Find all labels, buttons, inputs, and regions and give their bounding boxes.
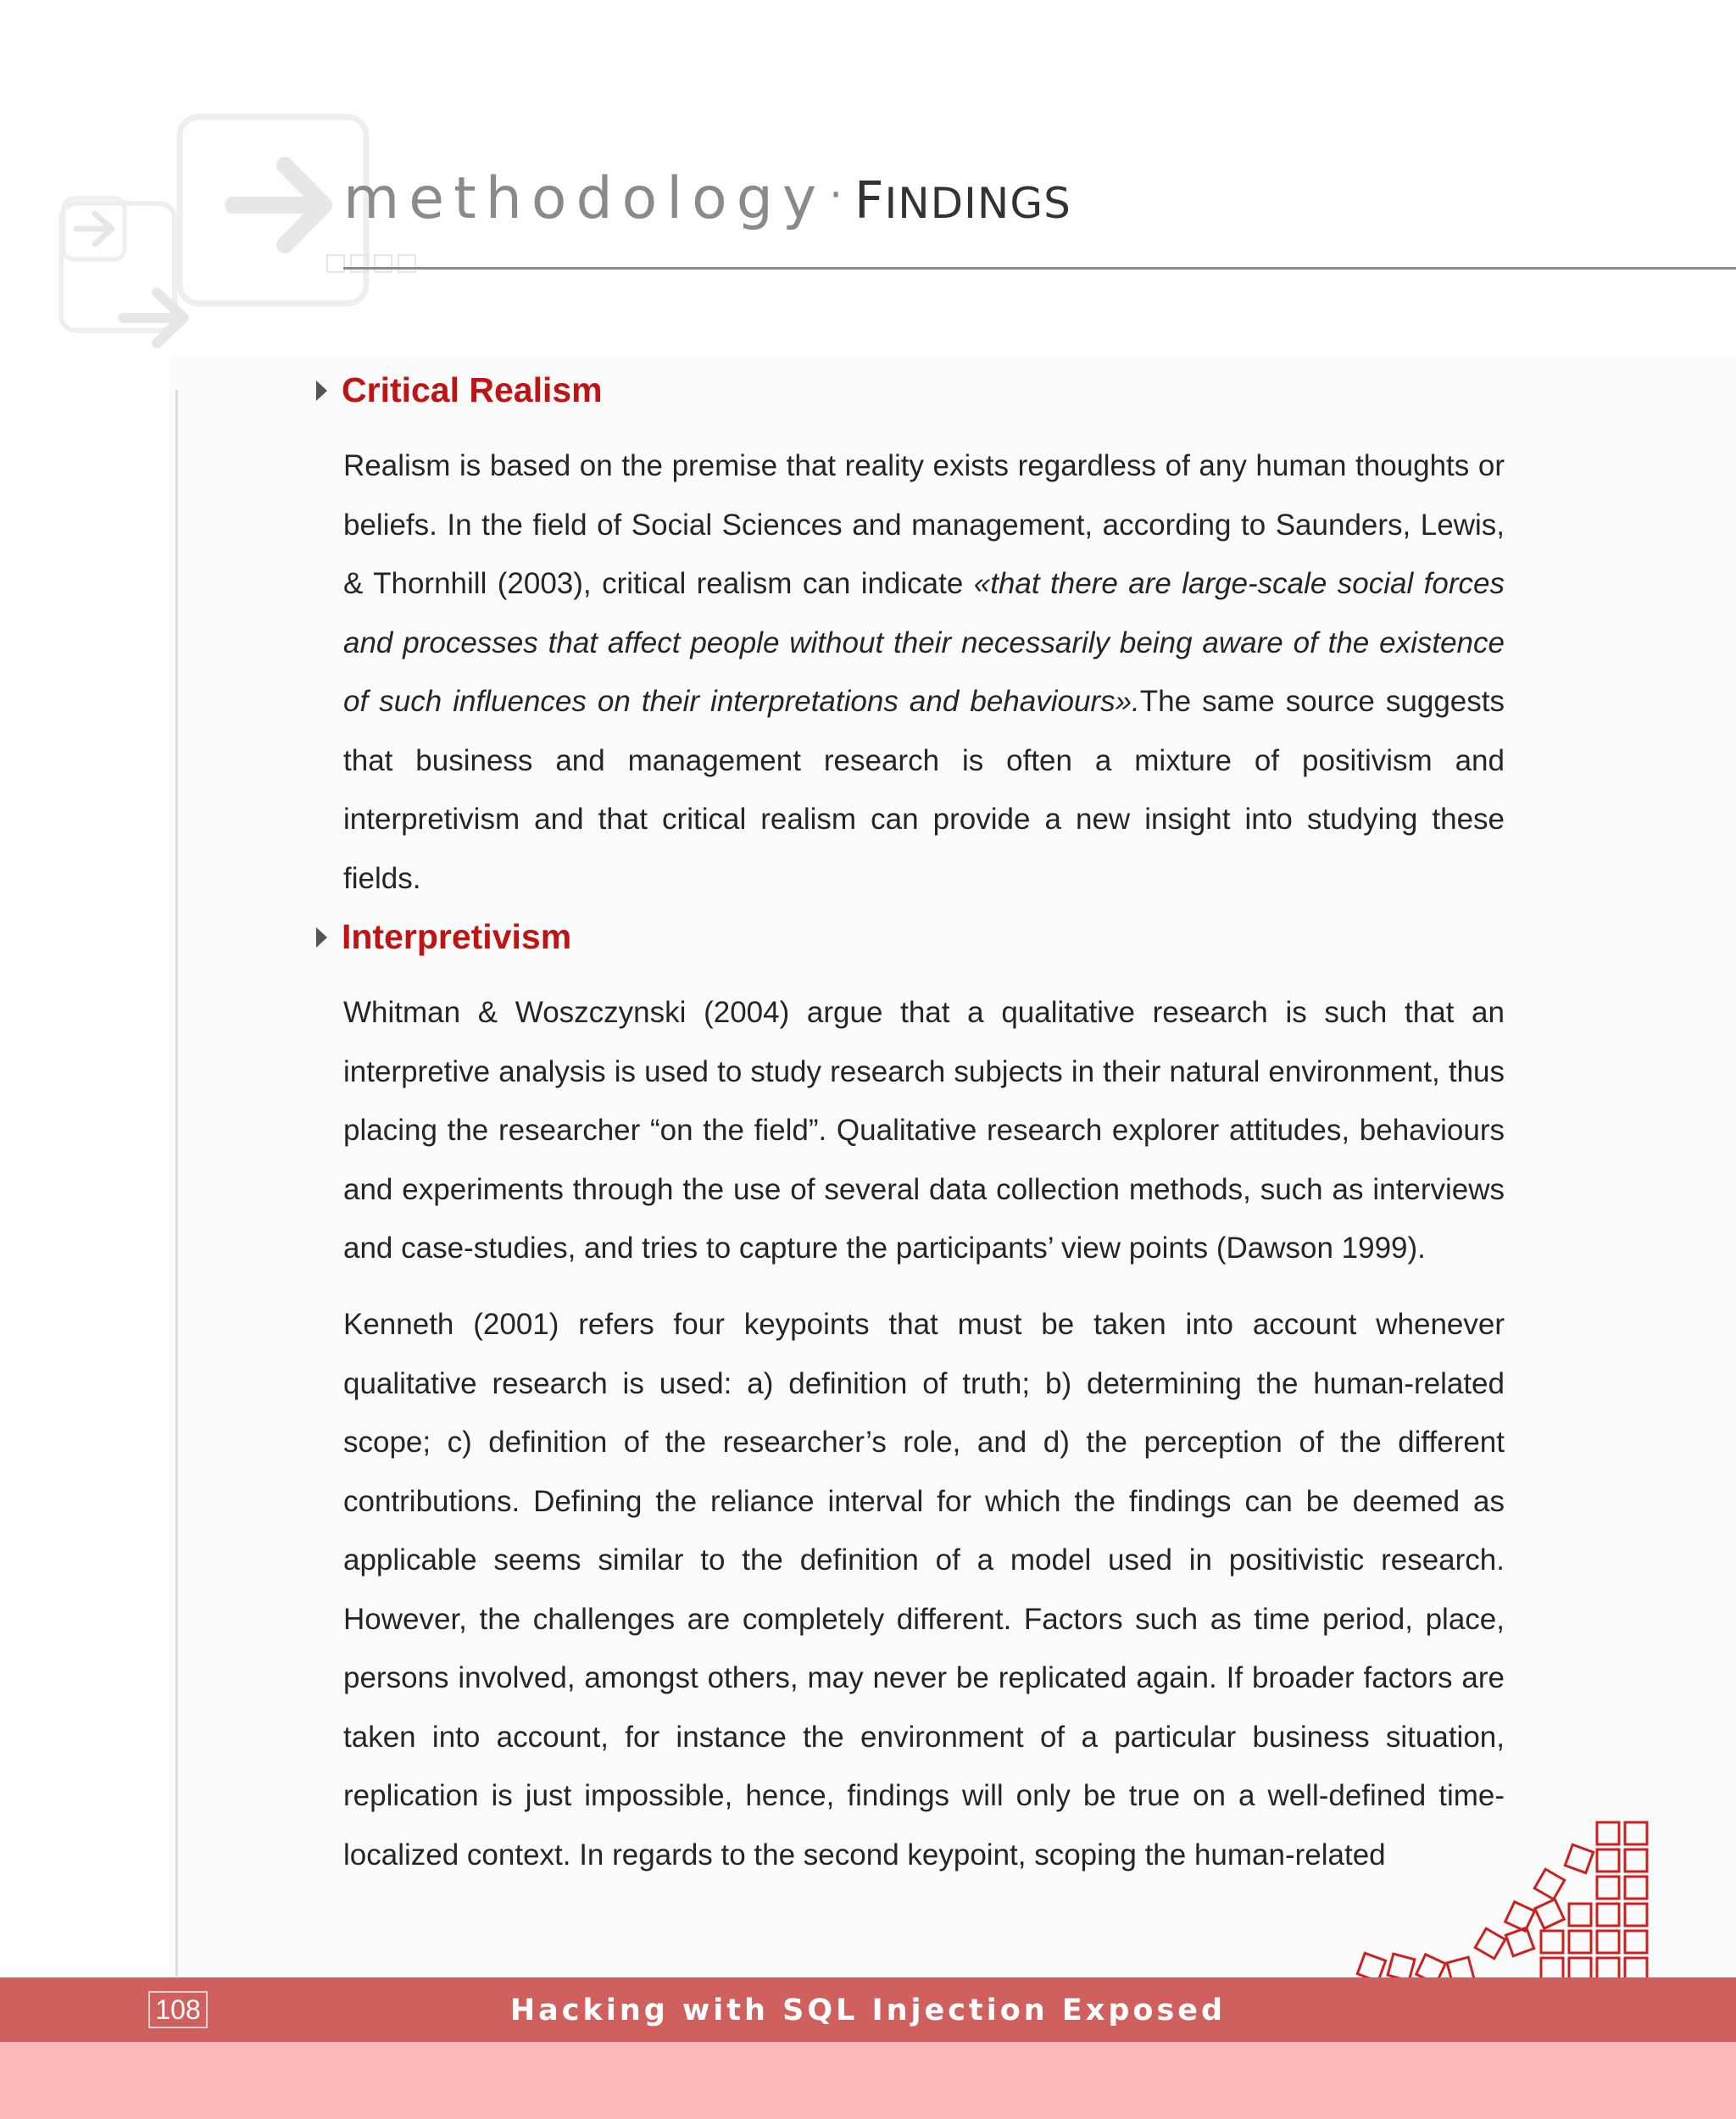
header-rule <box>343 267 1736 270</box>
header-separator: · <box>829 170 843 220</box>
footer-book-title: Hacking with SQL Injection Exposed <box>509 1994 1227 2027</box>
header-subsection: FINDINGS <box>854 171 1071 231</box>
margin-rule <box>175 390 178 1977</box>
paragraph-critical-realism: Realism is based on the premise that reality exists regardless of any human thoughts or beliefs. In the field of Social Sciences and management, according to Saunders, Lewis, & Thornhill (2003), critical realism can indicate «that there are large-scale social forces and processes that affect people without their necessarily being aware of the existence of such influences on their interpretations and behaviours».The same source suggests that business and management research is often a mixture of positivism and interpretivism and that critical realism can provide a new insight into studying these fields. <box>343 449 1505 895</box>
decorative-tiny-boxes <box>326 254 416 273</box>
page-header <box>343 165 1071 232</box>
section-marker-icon <box>316 381 327 401</box>
section-marker-icon <box>316 927 327 948</box>
page-number: 108 <box>148 1991 208 2028</box>
decorative-arrow-boxes <box>51 110 390 381</box>
section-heading-interpretivism: Interpretivism <box>316 917 571 957</box>
header-section: methodology <box>343 165 826 232</box>
footer-band <box>0 2042 1736 2119</box>
arrow-right-icon <box>76 165 324 343</box>
section-heading-critical-realism: Critical Realism <box>316 370 603 410</box>
paragraph-interpretivism-1: Whitman & Woszczynski (2004) argue that a qualitative research is such that an interpretive analysis is used to study research subjects in their natural environment, thus placing the researcher “on the field”. Qualitative research explorer attitudes, behaviours and experiments through the use of several data collection methods, such as interviews and case-studies, and tries to capture the participants’ view points (Dawson 1999). <box>343 996 1505 1265</box>
paragraph-interpretivism-2: Kenneth (2001) refers four keypoints that must be taken into account whenever qualitative research is used: a) definition of truth; b) determining the human-related scope; c) definition of the researcher’s role, and d) the perception of the different contributions. Defining the reliance interval for which the findings can be deemed as applicable seems similar to the definition of a model used in positivistic research. However, the challenges are completely different. Factors such as time period, place, persons involved, amongst others, may never be replicated again. If broader factors are taken into account, for instance the environment of a particular business situation, replication is just impossible, hence, findings will only be true on a well-defined time-localized context. In regards to the second keypoint, scoping the human-related <box>343 1308 1505 1872</box>
